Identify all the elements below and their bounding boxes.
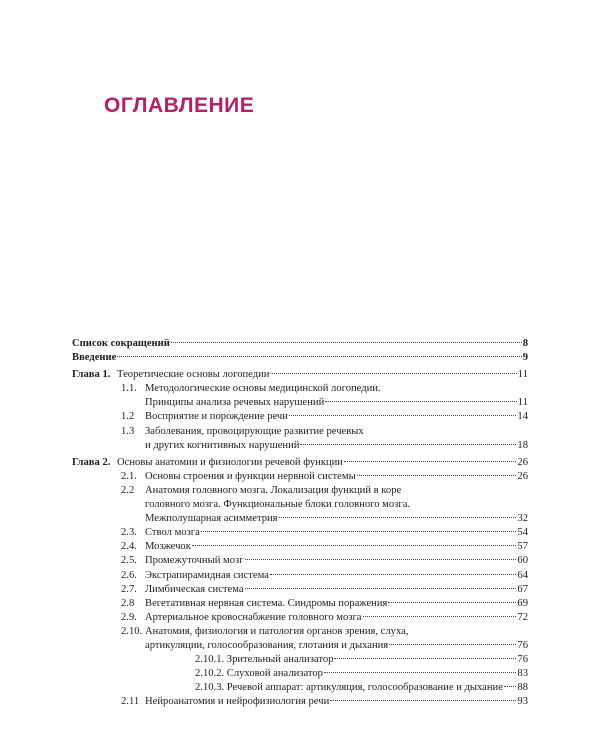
dot-leader xyxy=(270,574,516,575)
toc-entry-text: Восприятие и порождение речи xyxy=(145,411,288,423)
toc-entry-text: 2.10.1. Зрительный анализатор xyxy=(195,654,334,666)
toc-entry-number: Глава 2. xyxy=(72,456,111,468)
toc-entry-text: Экстрапирамидная система xyxy=(145,569,269,581)
dot-leader xyxy=(344,461,516,462)
toc-entry-page: 8 xyxy=(522,338,528,349)
toc-entry-text: Артериальное кровоснабжение головного мозга xyxy=(145,611,362,623)
toc-entry-number: 2.9. xyxy=(121,611,137,623)
toc-entry xyxy=(72,667,528,681)
toc-entry xyxy=(72,695,528,709)
toc-entry-page: 18 xyxy=(517,439,528,451)
dot-leader xyxy=(245,588,517,589)
toc-entry xyxy=(72,382,528,410)
toc-entry-page: 60 xyxy=(517,555,528,567)
toc-entry xyxy=(72,470,528,484)
toc-entry-page: 32 xyxy=(517,513,528,525)
toc-entry xyxy=(72,526,528,540)
toc-entry-text: Мозжечок xyxy=(145,541,191,553)
dot-leader xyxy=(388,602,516,603)
toc-entry-text: Промежуточный мозг xyxy=(145,555,244,567)
toc-entry xyxy=(72,625,528,653)
toc-entry xyxy=(72,569,528,583)
toc-entry-text: Основы анатомии и физиологии речевой функции xyxy=(117,456,343,468)
toc-entry-page: 83 xyxy=(517,668,528,680)
toc-entry-number: 1.3 xyxy=(121,425,135,437)
toc-entry-text: Лимбическая система xyxy=(145,583,244,595)
dot-leader xyxy=(334,658,516,659)
toc-entry-number: 1.1. xyxy=(121,383,137,395)
toc-entry-text: Нейроанатомия и нейрофизиология речи xyxy=(145,696,330,708)
dot-leader xyxy=(201,531,517,532)
toc-entry-number: 2.8 xyxy=(121,597,135,609)
dot-leader xyxy=(245,559,517,560)
toc-entry xyxy=(72,611,528,625)
toc-entry-page: 9 xyxy=(522,352,528,364)
toc-entry-number: 2.3. xyxy=(121,527,137,539)
dot-leader xyxy=(324,672,516,673)
dot-leader xyxy=(330,700,516,701)
toc-entry-text: 2.10.3. Речевой аппарат: артикуляция, голосообразование и дыхание xyxy=(195,682,503,694)
toc-entry xyxy=(72,484,528,526)
toc-entry-text: 2.10.2. Слуховой анализатор xyxy=(195,668,323,680)
toc-entry-text: Ствол мозга xyxy=(145,527,200,539)
dot-leader xyxy=(279,517,517,518)
toc-entry-text: Анатомия, физиология и патология органов зрения, слуха, xyxy=(145,625,409,637)
toc-entry-page: 26 xyxy=(517,456,528,468)
dot-leader xyxy=(325,401,517,402)
toc-entry xyxy=(72,337,528,351)
toc-entry-text: Список сокращений xyxy=(72,338,170,349)
dot-leader xyxy=(270,373,516,374)
toc-entry-text: головного мозга. Функциональные блоки головного мозга. xyxy=(145,499,411,511)
dot-leader xyxy=(171,342,522,343)
toc-entry-page: 54 xyxy=(517,527,528,539)
toc-entry-text: Принципы анализа речевых нарушений xyxy=(145,397,325,409)
toc-entry-page: 72 xyxy=(517,611,528,623)
toc-entry xyxy=(72,653,528,667)
toc-entry xyxy=(72,425,528,453)
toc-entry-number: 2.10. xyxy=(121,625,143,637)
toc-entry-text: Анатомия головного мозга. Локализация функций в коре xyxy=(145,484,402,496)
toc-entry-number: 2.7. xyxy=(121,583,137,595)
table-of-contents xyxy=(72,337,528,709)
toc-entry-page: 88 xyxy=(517,682,528,694)
toc-entry-text: Теоретические основы логопедии xyxy=(117,369,270,381)
toc-entry-text: и других когнитивных нарушений xyxy=(145,439,300,451)
toc-entry-number: 2.1. xyxy=(121,470,137,482)
dot-leader xyxy=(192,545,517,546)
dot-leader xyxy=(363,616,517,617)
toc-entry-page: 67 xyxy=(517,583,528,595)
toc-entry xyxy=(72,583,528,597)
toc-entry-page: 93 xyxy=(517,696,528,708)
toc-entry-number: 2.4. xyxy=(121,541,137,553)
toc-entry xyxy=(72,597,528,611)
toc-entry-text: Основы строения и функции нервной системы xyxy=(145,470,356,482)
dot-leader xyxy=(289,415,516,416)
toc-entry xyxy=(72,681,528,695)
toc-entry-number: Глава 1. xyxy=(72,369,111,381)
toc-entry-page: 26 xyxy=(517,470,528,482)
toc-entry xyxy=(72,456,528,470)
toc-entry xyxy=(72,540,528,554)
toc-entry-number: 2.2 xyxy=(121,484,135,496)
toc-entry-page: 76 xyxy=(517,654,528,666)
toc-entry-text: Методологические основы медицинской логопедии. xyxy=(145,383,381,395)
dot-leader xyxy=(357,475,517,476)
toc-entry-page: 64 xyxy=(517,569,528,581)
dot-leader xyxy=(504,686,516,687)
page-title: ОГЛАВЛЕНИЕ xyxy=(104,94,255,117)
toc-entry-text: Вегетативная нервная система. Синдромы поражения xyxy=(145,597,388,609)
toc-entry-page: 11 xyxy=(517,369,528,381)
toc-entry-text: Заболевания, провоцирующие развитие речевых xyxy=(145,425,364,437)
toc-entry-page: 14 xyxy=(517,411,528,423)
toc-entry-number: 1.2 xyxy=(121,411,135,423)
toc-entry xyxy=(72,368,528,382)
toc-entry-page: 57 xyxy=(517,541,528,553)
dot-leader xyxy=(117,356,521,357)
toc-entry-page: 11 xyxy=(517,397,528,409)
toc-entry xyxy=(72,554,528,568)
toc-entry xyxy=(72,410,528,424)
toc-entry-number: 2.5. xyxy=(121,555,137,567)
dot-leader xyxy=(389,644,516,645)
toc-entry-text: Межполушарная асимметрия xyxy=(145,513,278,525)
toc-entry xyxy=(72,351,528,365)
toc-entry-number: 2.11 xyxy=(121,696,140,708)
dot-leader xyxy=(300,444,516,445)
toc-entry-text: артикуляции, голосообразования, глотания и дыхания xyxy=(145,639,389,651)
toc-entry-number: 2.6. xyxy=(121,569,137,581)
toc-entry-page: 76 xyxy=(517,639,528,651)
toc-entry-text: Введение xyxy=(72,352,117,364)
toc-entry-page: 69 xyxy=(517,597,528,609)
